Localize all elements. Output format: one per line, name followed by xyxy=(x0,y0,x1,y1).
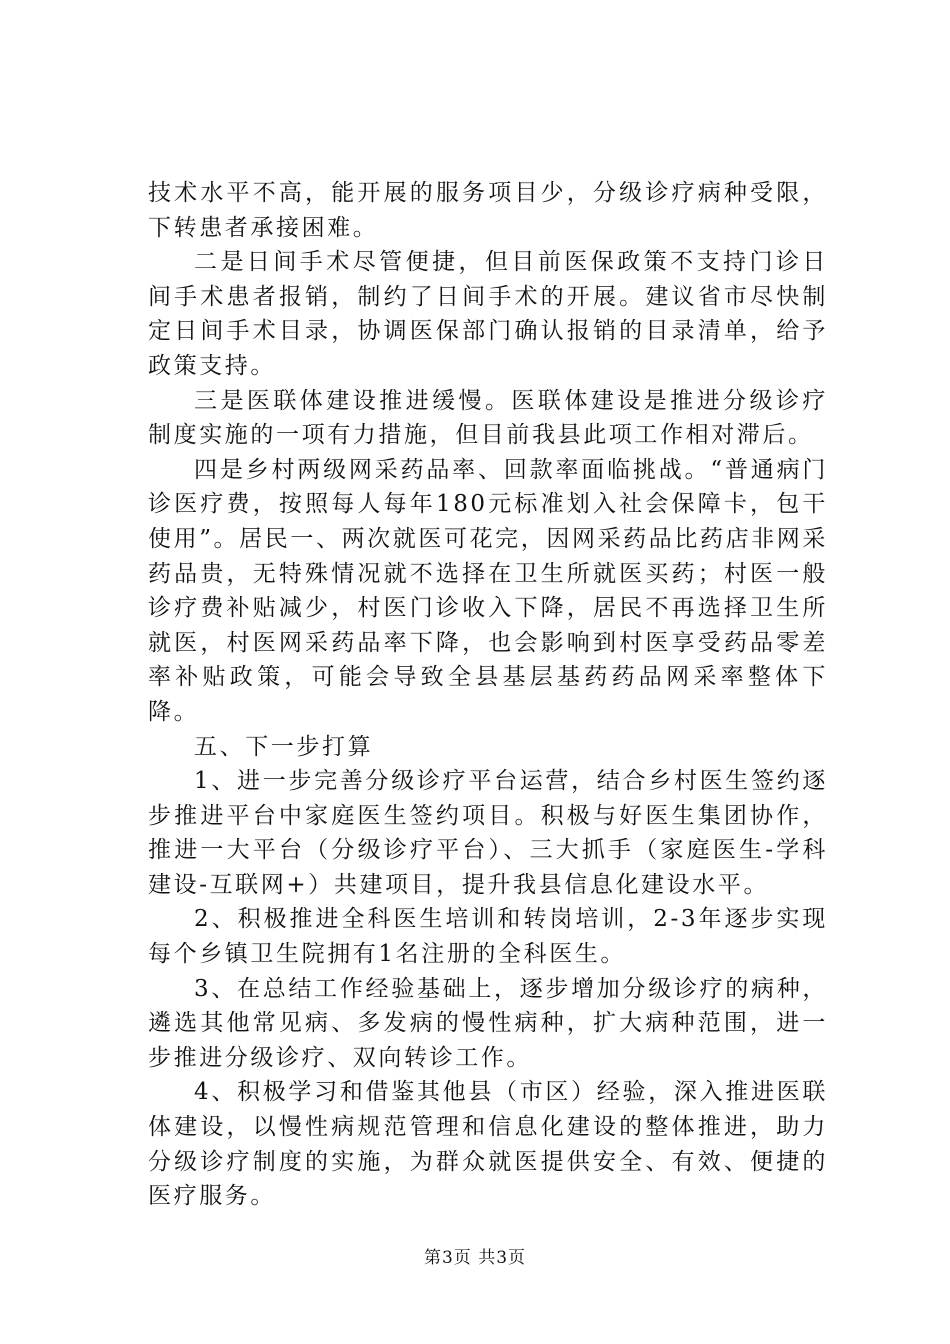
document-body xyxy=(148,176,828,1214)
list-item-1: 1、进一步完善分级诊疗平台运营，结合乡村医生签约逐步推进平台中家庭医生签约项目。积极与好医生集团协作，推进一大平台（分级诊疗平台）、三大抓手（家庭医生-学科建设-互联网+）共建项目，提升我县信息化建设水平。 xyxy=(148,768,828,898)
page-number-label: 第3页 共3页 xyxy=(423,1248,527,1268)
list-item-4: 4、积极学习和借鉴其他县（市区）经验，深入推进医联体建设，以慢性病规范管理和信息化建设的整体推进，助力分级诊疗制度的实施，为群众就医提供安全、有效、便捷的医疗服务。 xyxy=(148,1079,828,1210)
list-item-2: 2、积极推进全科医生培训和转岗培训，2-3年逐步实现每个乡镇卫生院拥有1名注册的全科医生。 xyxy=(148,906,828,968)
list-item-3: 3、在总结工作经验基础上，逐步增加分级诊疗的病种，遴选其他常见病、多发病的慢性病种，扩大病种范围，进一步推进分级诊疗、双向转诊工作。 xyxy=(148,975,828,1071)
paragraph-4: 四是乡村两级网采药品率、回款率面临挑战。“普通病门诊医疗费，按照每人每年180元标准划入社会保障卡，包干使用”。居民一、两次就医可花完，因网采药品比药店非网采药品贵，无特殊情况就不选择在卫生所就医买药；村医一般诊疗费补贴减少，村医门诊收入下降，居民不再选择卫生所就医，村医网采药品率下降，也会影响到村医享受药品零差率补贴政策，可能会导致全县基层基药药品网采率整体下降。 xyxy=(148,456,828,725)
paragraph-1: 技术水平不高，能开展的服务项目少，分级诊疗病种受限，下转患者承接困难。 xyxy=(148,180,828,241)
section-heading: 五、下一步打算 xyxy=(194,733,374,760)
page-footer xyxy=(0,1243,950,1268)
paragraph-3: 三是医联体建设推进缓慢。医联体建设是推进分级诊疗制度实施的一项有力措施，但目前我县此项工作相对滞后。 xyxy=(148,387,828,449)
paragraph-2: 二是日间手术尽管便捷，但目前医保政策不支持门诊日间手术患者报销，制约了日间手术的开展。建议省市尽快制定日间手术目录，协调医保部门确认报销的目录清单，给予政策支持。 xyxy=(148,249,828,379)
